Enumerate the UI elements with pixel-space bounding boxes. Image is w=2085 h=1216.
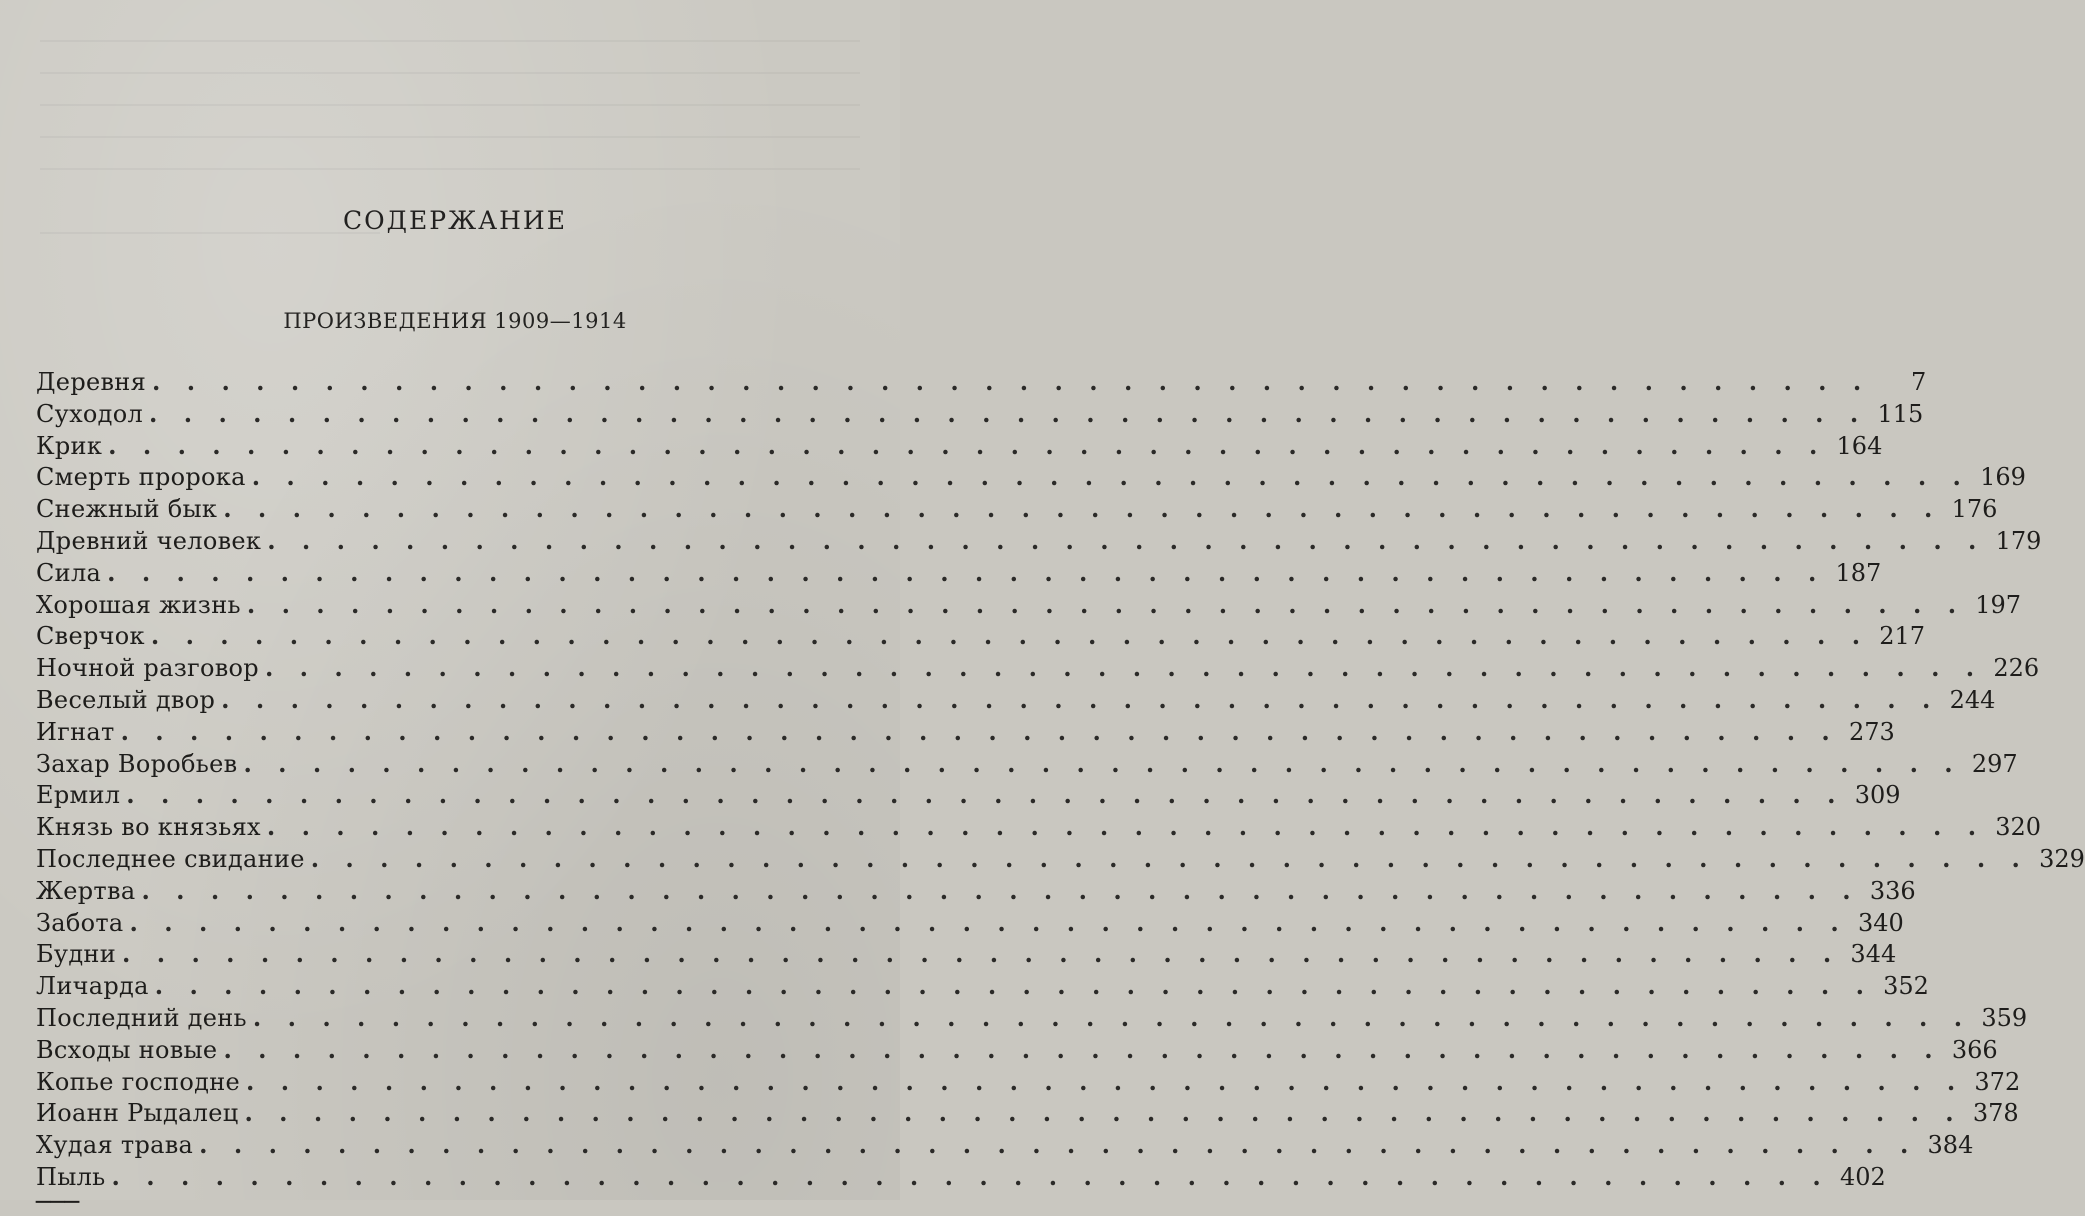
toc-entry-title: Сила [36, 558, 102, 587]
toc-entry-page-number: 226 [1993, 654, 2040, 683]
toc-entry-page-number: 378 [1972, 1099, 2019, 1128]
toc-entry [36, 748, 2018, 780]
dot-leader [130, 907, 1848, 939]
toc-entry-page-number: 329 [2039, 844, 2085, 873]
toc-entry-title: Веселый двор [36, 685, 216, 714]
dot-leader [244, 1097, 1962, 1129]
toc-entry-page-number: 297 [1971, 749, 2018, 778]
toc-entry [36, 843, 2085, 875]
toc-entry-title: Захар Воробьев [36, 749, 238, 778]
dot-leader [149, 398, 1867, 430]
contents-heading: СОДЕРЖАНИЕ [343, 206, 567, 235]
toc-entry [36, 779, 1901, 811]
cut-off-next-entry [36, 1188, 876, 1216]
dot-leader [155, 970, 1873, 1002]
toc-entry-title: Игнат [36, 717, 115, 746]
toc-entry [36, 1034, 1998, 1066]
dot-leader [126, 779, 1844, 811]
toc-entry-page-number: 115 [1877, 399, 1924, 428]
toc-entry [36, 1129, 1974, 1161]
dot-leader [121, 716, 1839, 748]
toc-entry [36, 525, 2042, 557]
toc-entry-page-number: 7 [1910, 368, 1927, 396]
toc-entry [36, 398, 1924, 430]
dot-leader [267, 525, 1985, 557]
dot-leader [108, 430, 1826, 462]
dot-leader [252, 461, 1970, 493]
toc-entry-title: Копье господне [36, 1067, 241, 1096]
toc-entry-title: Древний человек [36, 526, 262, 555]
section-heading: ПРОИЗВЕДЕНИЯ 1909—1914 [283, 309, 627, 333]
toc-entry-page-number: 366 [1951, 1035, 1998, 1064]
dot-leader [223, 1034, 1941, 1066]
toc-entry-page-number: 402 [1839, 1162, 1886, 1191]
cut-off-glyphs-icon: ─── [36, 1188, 80, 1216]
dot-leader [253, 1002, 1971, 1034]
toc-entry-page-number: 309 [1854, 781, 1901, 810]
toc-entry-title: Жертва [36, 876, 136, 905]
toc-entry-page-number: 320 [1995, 813, 2042, 842]
toc-entry-page-number: 372 [1974, 1067, 2021, 1096]
toc-entry-page-number: 187 [1835, 558, 1882, 587]
dot-leader [311, 843, 2029, 875]
toc-entry-page-number: 273 [1848, 717, 1895, 746]
toc-entry-title: Снежный бык [36, 495, 218, 524]
bleed-through-line [40, 72, 860, 74]
toc-entry-title: Смерть пророка [36, 463, 246, 492]
dot-leader [151, 620, 1869, 652]
toc-entry-title: Крик [36, 431, 103, 460]
toc-entry-title: Хорошая жизнь [36, 590, 241, 619]
toc-entry [36, 970, 1929, 1002]
toc-entry-title: Пыль [36, 1162, 106, 1191]
dot-leader [265, 652, 1983, 684]
toc-entry [36, 1097, 2019, 1129]
toc-entry-page-number: 169 [1980, 463, 2026, 492]
toc-entry-title: Будни [36, 940, 117, 969]
bleed-through-line [40, 168, 860, 170]
dot-leader [199, 1129, 1917, 1161]
toc-entry [36, 684, 1996, 716]
dot-leader [107, 557, 1825, 589]
bleed-through-line [40, 136, 860, 138]
dot-leader [267, 811, 1985, 843]
toc-entry [36, 461, 2026, 493]
toc-entry [36, 811, 2042, 843]
toc-entry [36, 430, 1883, 462]
dot-leader [112, 1161, 1830, 1193]
toc-entry [36, 589, 2022, 621]
toc-entry [36, 938, 1897, 970]
toc-entry-page-number: 217 [1879, 622, 1926, 651]
dot-leader [246, 1066, 1964, 1098]
toc-entry-page-number: 340 [1857, 908, 1904, 937]
toc-entry [36, 493, 1998, 525]
bleed-through-line [40, 40, 860, 42]
toc-entry-page-number: 352 [1883, 972, 1929, 1001]
toc-entry-page-number: 384 [1927, 1131, 1974, 1160]
dot-leader [243, 748, 1961, 780]
toc-entry-page-number: 197 [1975, 590, 2022, 619]
toc-entry [36, 1066, 2021, 1098]
dot-leader [141, 875, 1859, 907]
toc-entry-page-number: 176 [1951, 495, 1998, 524]
toc-entry [36, 620, 1926, 652]
toc-entry-title: Худая трава [36, 1131, 194, 1160]
dot-leader [247, 589, 1965, 621]
toc-entry-title: Князь во князьях [36, 813, 261, 842]
toc-entry-title: Последний день [36, 1003, 247, 1032]
dot-leader [152, 366, 1870, 398]
toc-entry [36, 1002, 2028, 1034]
toc-entry-title: Ермил [36, 781, 121, 810]
toc-entry-page-number: 244 [1949, 685, 1996, 714]
toc-entry [36, 907, 1904, 939]
toc-entry-page-number: 344 [1850, 940, 1897, 969]
bleed-through-line [40, 104, 860, 106]
toc-entry-page-number: 359 [1981, 1003, 2028, 1032]
toc-entry-title: Ночной разговор [36, 654, 259, 683]
toc-entry-page-number: 336 [1869, 876, 1916, 905]
dot-leader [221, 684, 1939, 716]
toc-entry [36, 652, 2040, 684]
toc-entry [36, 716, 1895, 748]
toc-entry-title: Суходол [36, 399, 144, 428]
toc-entry-title: Всходы новые [36, 1035, 218, 1064]
toc-entry-title: Сверчок [36, 622, 145, 651]
toc-entry-page-number: 164 [1836, 431, 1883, 460]
toc-entry [36, 366, 1927, 398]
dot-leader [223, 493, 1941, 525]
toc-entry [36, 875, 1916, 907]
toc-entry-title: Забота [36, 908, 124, 937]
toc-entry [36, 557, 1882, 589]
table-of-contents [36, 366, 2085, 1193]
toc-entry-page-number: 179 [1995, 526, 2042, 555]
toc-entry-title: Иоанн Рыдалец [36, 1099, 239, 1128]
toc-entry-title: Личарда [36, 972, 149, 1001]
toc-entry-title: Последнее свидание [36, 844, 305, 873]
dot-leader [122, 938, 1840, 970]
toc-entry-title: Деревня [36, 368, 147, 396]
toc-entry [36, 1161, 1886, 1193]
